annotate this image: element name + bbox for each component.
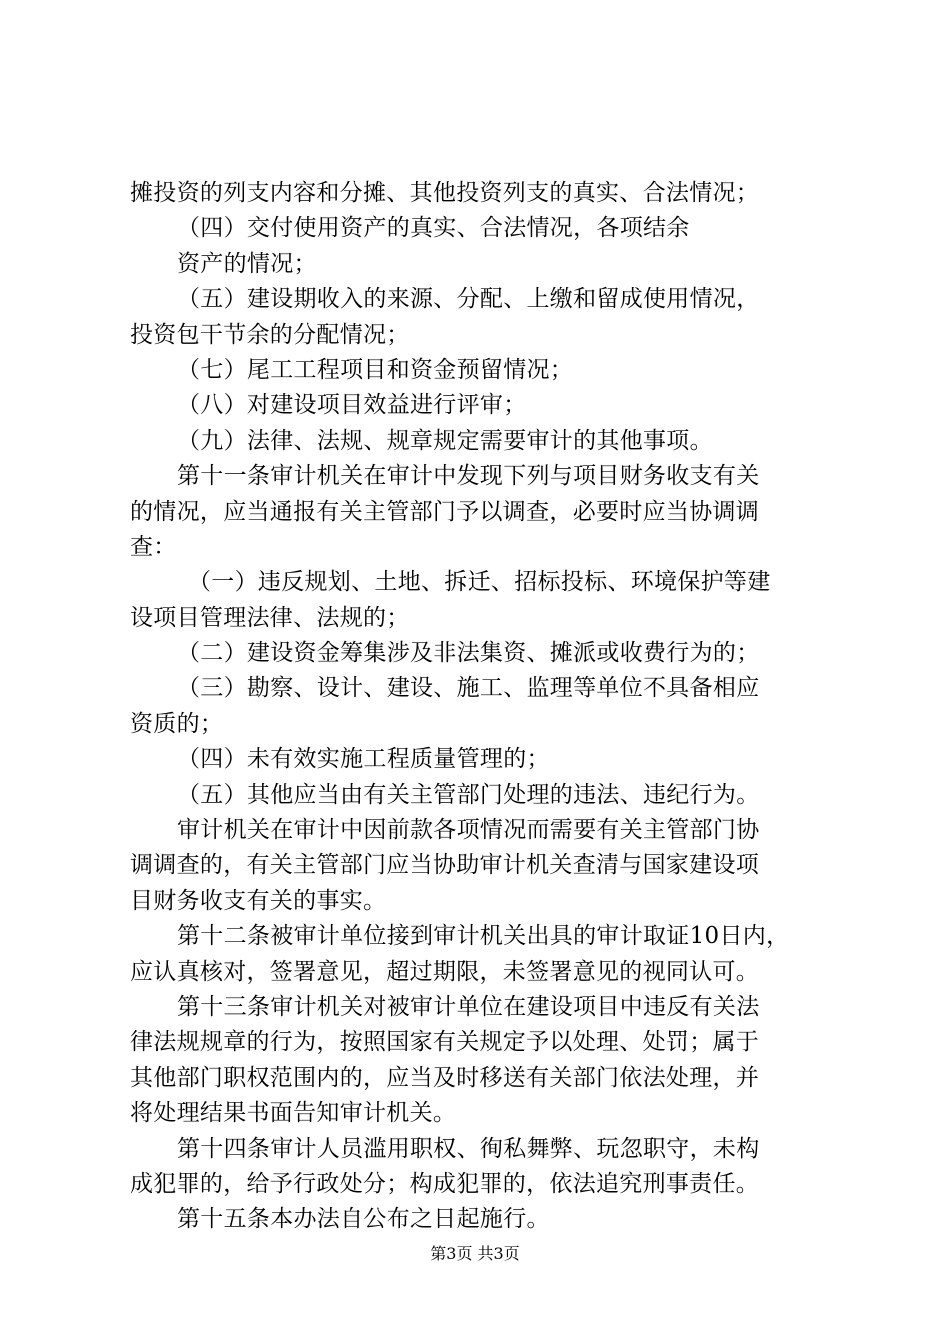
text-line: 投资包干节余的分配情况； <box>130 321 410 348</box>
text-line: 设项目管理法律、法规的； <box>130 604 410 631</box>
text-line: 应认真核对，签署意见，超过期限，未签署意见的视同认可。 <box>130 958 760 985</box>
text-line: 律法规规章的行为，按照国家有关规定予以处理、处罚；属于 <box>130 1029 760 1056</box>
text-line: 查： <box>130 533 177 560</box>
text-line: （三）勘察、设计、建设、施工、监理等单位不具备相应 <box>177 675 760 702</box>
text-line: 成犯罪的，给予行政处分；构成犯罪的，依法追究刑事责任。 <box>130 1170 760 1197</box>
text-line: 的情况，应当通报有关主管部门予以调查，必要时应当协调调 <box>130 498 760 525</box>
text-line: 摊投资的列支内容和分摊、其他投资列支的真实、合法情况； <box>130 180 760 206</box>
text-line: 其他部门职权范围内的，应当及时移送有关部门依法处理，并 <box>130 1064 760 1091</box>
document-body <box>130 176 835 1238</box>
text-line: （五）建设期收入的来源、分配、上缴和留成使用情况， <box>177 286 760 313</box>
text-line: （二）建设资金筹集涉及非法集资、摊派或收费行为的； <box>177 640 760 667</box>
page-number-footer: 第3页 共3页 <box>430 1244 520 1263</box>
text-line: （七）尾工工程项目和资金预留情况； <box>177 356 574 383</box>
text-line: （九）法律、法规、规章规定需要审计的其他事项。 <box>177 427 713 454</box>
text-line: 资产的情况； <box>177 250 317 277</box>
text-line: 第十二条被审计单位接到审计机关出具的审计取证10日内， <box>177 923 790 950</box>
text-line: （八）对建设项目效益进行评审； <box>177 392 527 419</box>
text-line: 第十五条本办法自公布之日起施行。 <box>177 1206 550 1233</box>
text-line: （四）未有效实施工程质量管理的； <box>177 746 550 773</box>
text-line: 第十四条审计人员滥用职权、徇私舞弊、玩忽职守，未构 <box>177 1135 760 1162</box>
text-line: 目财务收支有关的事实。 <box>130 887 387 914</box>
text-line: 将处理结果书面告知审计机关。 <box>130 1100 457 1127</box>
text-line: 第十一条审计机关在审计中发现下列与项目财务收支有关 <box>177 463 760 490</box>
text-line: （五）其他应当由有关主管部门处理的违法、违纪行为。 <box>177 781 760 808</box>
text-line: （一）违反规划、土地、拆迁、招标投标、环境保护等建 <box>188 569 771 596</box>
text-line: 第十三条审计机关对被审计单位在建设项目中违反有关法 <box>177 993 760 1020</box>
text-line: 调调查的，有关主管部门应当协助审计机关查清与国家建设项 <box>130 852 760 879</box>
text-line: 资质的； <box>130 710 224 737</box>
text-line: 审计机关在审计中因前款各项情况而需要有关主管部门协 <box>177 817 760 844</box>
text-line: （四）交付使用资产的真实、合法情况，各项结余 <box>177 215 690 242</box>
